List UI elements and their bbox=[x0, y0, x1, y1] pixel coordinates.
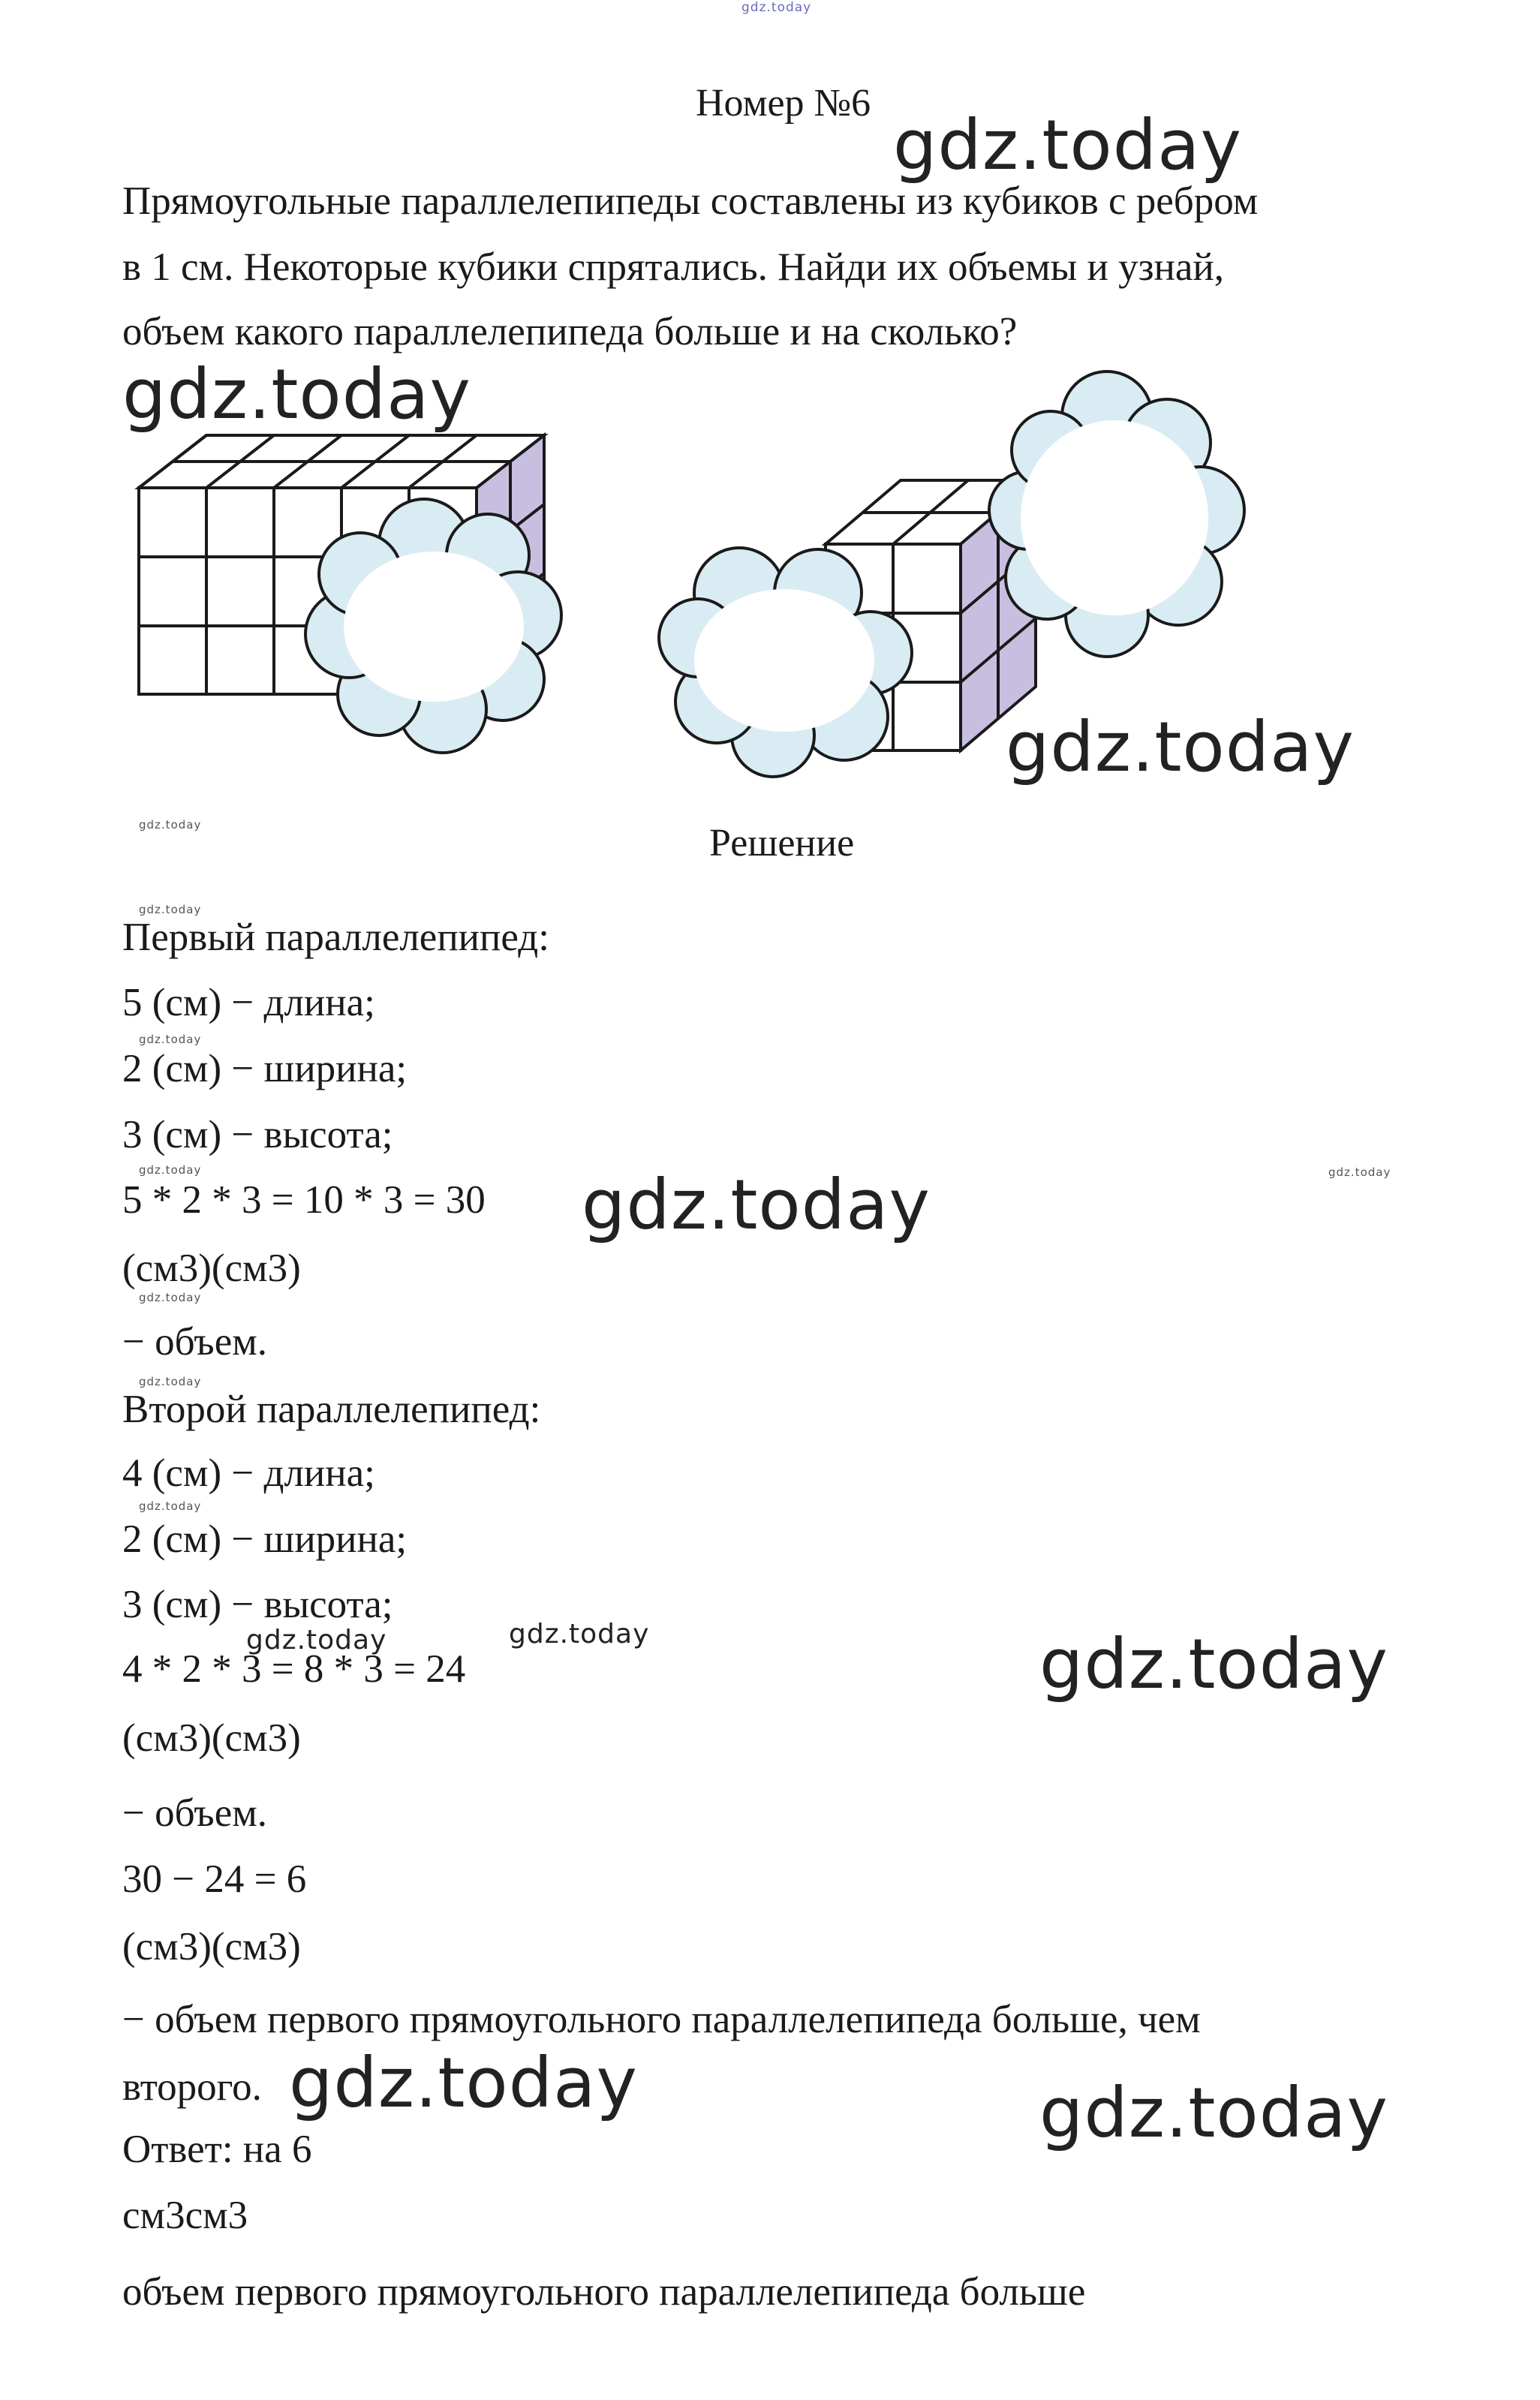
solution-line: объем первого прямоугольного параллелепипеда больше bbox=[122, 2270, 1086, 2314]
solution-line: − объем. bbox=[122, 1791, 268, 1835]
watermark: gdz.today bbox=[139, 1033, 202, 1046]
solution-line: 2 (см) − ширина; bbox=[122, 1517, 408, 1561]
watermark: gdz.today bbox=[582, 1165, 931, 1245]
solution-line: (см3)(см3) bbox=[122, 1716, 301, 1760]
watermark: gdz.today bbox=[139, 818, 202, 832]
watermark: gdz.today bbox=[139, 1291, 202, 1304]
watermark: gdz.today bbox=[893, 105, 1242, 185]
solution-line: 4 * 2 * 3 = 8 * 3 = 24 bbox=[122, 1647, 466, 1691]
watermark-top: gdz.today bbox=[741, 0, 812, 15]
solution-line: Ответ: на 6 bbox=[122, 2128, 312, 2171]
solution-line: − объем. bbox=[122, 1320, 268, 1364]
task-line-2: в 1 см. Некоторые кубики спрятались. Найди их объемы и узнай, bbox=[122, 245, 1225, 289]
watermark: gdz.today bbox=[139, 903, 202, 916]
solution-heading: Решение bbox=[709, 822, 855, 865]
solution-line: (см3)(см3) bbox=[122, 1247, 301, 1290]
solution-line: Первый параллелепипед: bbox=[122, 916, 549, 959]
watermark: gdz.today bbox=[509, 1619, 650, 1650]
solution-line: 2 (см) − ширина; bbox=[122, 1047, 408, 1090]
watermark: gdz.today bbox=[122, 354, 471, 435]
watermark: gdz.today bbox=[246, 1625, 387, 1656]
solution-line: 30 − 24 = 6 bbox=[122, 1857, 307, 1901]
watermark: gdz.today bbox=[289, 2043, 638, 2123]
solution-line: Второй параллелепипед: bbox=[122, 1388, 541, 1431]
watermark: gdz.today bbox=[139, 1499, 202, 1513]
solution-line: 5 (см) − длина; bbox=[122, 981, 375, 1024]
solution-line: 4 (см) − длина; bbox=[122, 1451, 375, 1495]
solution-line: см3см3 bbox=[122, 2194, 248, 2237]
problem-title: Номер №6 bbox=[696, 82, 871, 125]
watermark: gdz.today bbox=[1328, 1165, 1391, 1179]
solution-line: 3 (см) − высота; bbox=[122, 1583, 393, 1626]
task-line-3: объем какого параллелепипеда больше и на сколько? bbox=[122, 310, 1018, 353]
watermark: gdz.today bbox=[139, 1375, 202, 1388]
solution-line: − объем первого прямоугольного параллелепипеда больше, чем bbox=[122, 1998, 1201, 2041]
watermark: gdz.today bbox=[1006, 707, 1355, 787]
watermark: gdz.today bbox=[139, 1163, 202, 1177]
solution-line: 5 * 2 * 3 = 10 * 3 = 30 bbox=[122, 1178, 486, 1222]
solution-line: 3 (см) − высота; bbox=[122, 1113, 393, 1156]
watermark: gdz.today bbox=[1039, 2073, 1388, 2153]
watermark: gdz.today bbox=[1039, 1624, 1388, 1704]
task-line-1: Прямоугольные параллелепипеды составлены из кубиков с ребром bbox=[122, 179, 1259, 223]
solution-line: второго. bbox=[122, 2065, 262, 2109]
solution-line: (см3)(см3) bbox=[122, 1925, 301, 1968]
